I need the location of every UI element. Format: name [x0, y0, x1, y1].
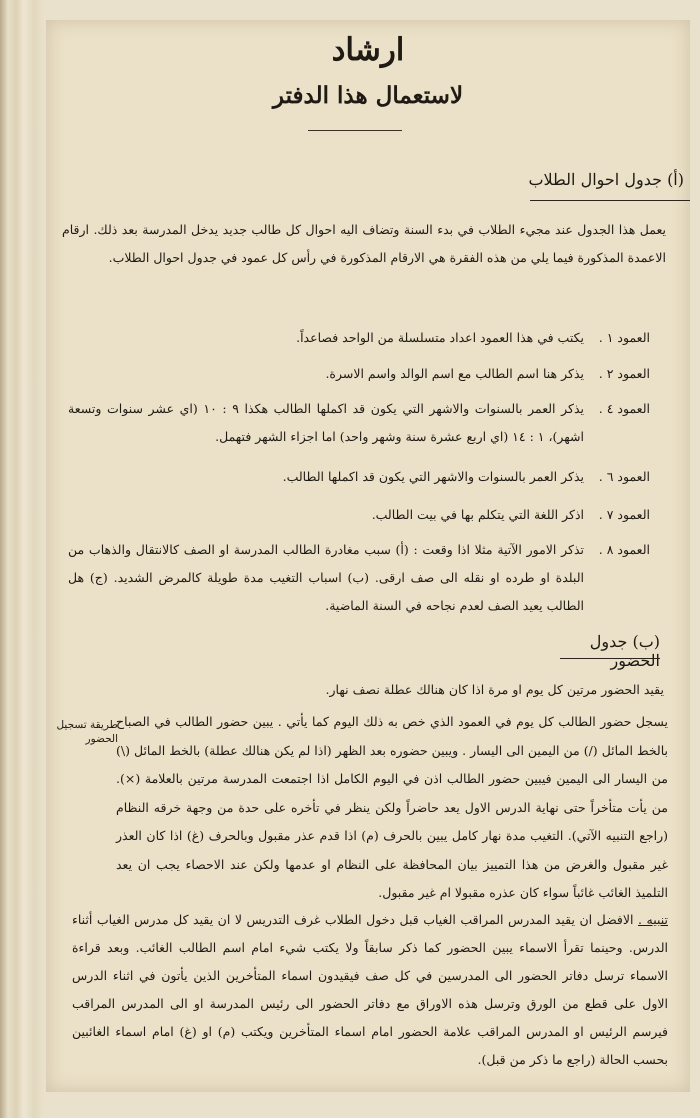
section-b-heading: (ب) جدول الحضور	[589, 632, 660, 670]
section-b-underline	[560, 658, 660, 659]
column-label: العمود ٨ .	[598, 542, 650, 557]
column-text: يذكر العمر بالسنوات والاشهر التي يكون قد اكملها الطالب.	[282, 469, 584, 484]
column-label: العمود ٤ .	[598, 401, 650, 416]
column-text: اذكر اللغة التي يتكلم بها في بيت الطالب.	[371, 507, 584, 522]
column-text: تذكر الامور الآتية مثلا اذا وقعت : (أ) سبب مغادرة الطالب المدرسة او الصف كالانتقال والذهاب من البلدة او طرده او نقله الى صف ارقى. (ب) اسباب التغيب مدة طويلة كالمرض الشديد. (ج) هل الطالب يعيد الصف لعدم نجاحه في السنة الماضية.	[68, 542, 584, 613]
column-label: العمود ٦ .	[598, 469, 650, 484]
attendance-rule: يقيد الحضور مرتين كل يوم او مرة اذا كان هنالك عطلة نصف نهار.	[325, 682, 664, 697]
page-subtitle: لاستعمال هذا الدفتر	[272, 82, 464, 109]
note-text: الافضل ان يقيد المدرس المراقب الغياب قبل دخول الطلاب غرف التدريس لا ان يقيد كل مدرس الغياب أثناء الدرس. وحينما تقرأ الاسماء يبين الحضور كما ذكر سابقاً ولا يكتب شيء امام اسم الطالب الغائب. وبعد قراءة الاسماء ترسل دفاتر الحضور الى المدرسين في كل صف فيقيدون اسماء المتأخرين الذين يأتون في اثناء الدرس الاول على قطع من الورق وترسل هذه الاوراق مع دفاتر الحضور الى رئيس المدرسة او الى المدرس المراقب فيرسم الرئيس او المدرس المراقب علامة الحضور امام اسماء المتأخرين ويكتب (م) او (غ) امام اسماء الغائبين بحسب الحالة (راجع ما ذكر من قبل).	[72, 912, 668, 1067]
page	[46, 20, 690, 1092]
attendance-method: يسجل حضور الطالب كل يوم في العمود الذي خص به ذلك اليوم كما يأتي . يبين حضور الطالب في الصباح بالخط المائل (/) من اليمين الى اليسار . ويبين حضوره بعد الظهر (اذا لم يكن هنالك عطلة) بالخط المائل (\) من اليسار الى اليمين فيبين حضور الطالب اذن في اليوم الكامل اذا اجتمعت المدرسة مرتين بالعلامة (×). من يأت متأخراً حتى نهاية الدرس الاول يعد حاضراً ولكن ينظر في تأخره على حدة من وجهة خرقه النظام (راجع التنبيه الآتي). التغيب مدة نهار كامل يبين بالحرف (م) اذا قدم عذر مقبول وبالحرف (غ) اذا كان العذر غير مقبول والغرض من هذا التمييز بيان المحافظة على النظام او عدمها ولكن عند الاحصاء يجب ان يعد التلميذ الغائب غائباً سواء كان عذره مقبولا ام غير مقبول.	[116, 714, 668, 900]
attendance-note	[72, 906, 668, 1074]
section-a-underline	[530, 200, 690, 201]
column-text: يذكر هنا اسم الطالب مع اسم الوالد واسم الاسرة.	[325, 366, 584, 381]
section-a-heading: (أ) جدول احوال الطلاب	[528, 170, 684, 189]
column-label: العمود ١ .	[598, 330, 650, 345]
column-text: يكتب في هذا العمود اعداد متسلسلة من الواحد فصاعداً.	[296, 330, 584, 345]
title-divider	[308, 130, 402, 131]
column-label: العمود ٢ .	[598, 366, 650, 381]
margin-note: طريقة تسجيل الحضور	[56, 719, 118, 745]
note-label: تنبيه .	[638, 912, 668, 927]
column-text: يذكر العمر بالسنوات والاشهر التي يكون قد اكملها الطالب هكذا ٩ : ١٠ (اي عشر سنوات وتسعة اشهر)، ١ : ١٤ (اي اربع عشرة سنة وشهر واحد) اما اجزاء الشهر فتهمل.	[68, 401, 584, 444]
section-a-intro: يعمل هذا الجدول عند مجيء الطلاب في بدء السنة وتضاف اليه احوال كل طالب جديد يدخل المدرسة بعد ذلك. ارقام الاعمدة المذكورة فيما يلي من هذه الفقرة هي الارقام المذكورة في رأس كل عمود في جدول احوال الطلاب.	[62, 222, 666, 265]
column-label: العمود ٧ .	[598, 507, 650, 522]
page-title: ارشاد	[331, 32, 405, 68]
